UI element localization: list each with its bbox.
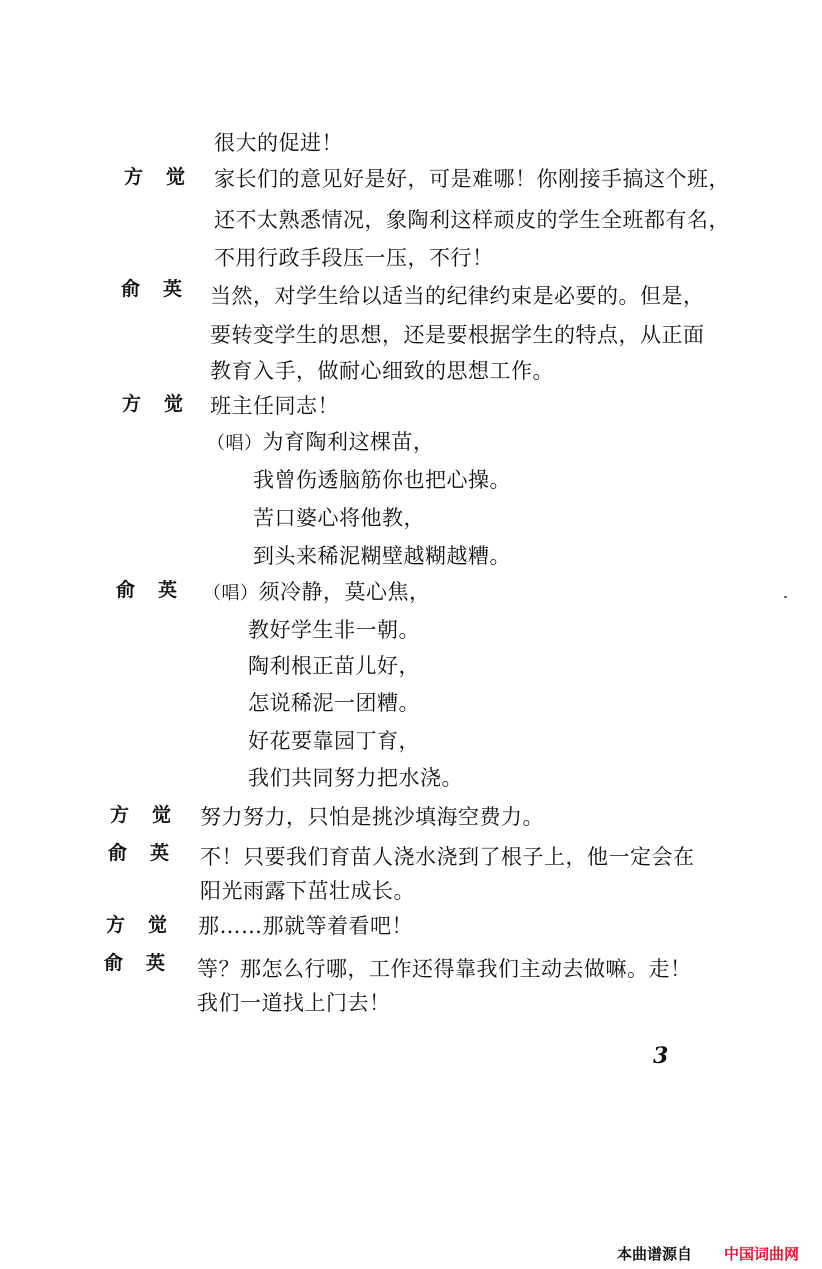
scan-speck bbox=[784, 596, 787, 598]
speaker-char: 英 bbox=[150, 842, 170, 864]
dialogue-line: 努力努力，只怕是挑沙填海空费力。 bbox=[200, 805, 544, 829]
sung-line: 好花要靠园丁育， bbox=[248, 729, 420, 753]
sung-line: 我曾伤透脑筋你也把心操。 bbox=[253, 468, 511, 492]
sung-line: 陶利根正苗儿好， bbox=[248, 654, 420, 678]
dialogue-line: 那……那就等着看吧！ bbox=[198, 914, 413, 938]
speaker-char: 英 bbox=[146, 952, 166, 974]
sing-tag: （唱） bbox=[203, 583, 259, 604]
speaker-char: 方 bbox=[122, 393, 142, 415]
speaker-char: 俞 bbox=[108, 842, 128, 864]
dialogue-line: 阳光雨露下茁壮成长。 bbox=[200, 879, 415, 903]
sung-line: 怎说稀泥一团糟。 bbox=[248, 691, 420, 715]
speaker-name bbox=[106, 912, 167, 938]
sing-tag: （唱） bbox=[207, 433, 263, 454]
footer-site-link[interactable]: 中国词曲网 bbox=[724, 1245, 800, 1263]
dialogue-line: 要转变学生的思想，还是要根据学生的特点，从正面 bbox=[210, 323, 705, 347]
sung-line: 我们共同努力把水浇。 bbox=[248, 766, 463, 790]
dialogue-line: 很大的促进！ bbox=[214, 131, 343, 155]
speaker-name bbox=[122, 391, 183, 417]
lyric-text: 须冷静，莫心焦， bbox=[258, 580, 431, 604]
speaker-char: 英 bbox=[163, 278, 183, 300]
speaker-char: 方 bbox=[106, 914, 126, 936]
speaker-char: 觉 bbox=[148, 914, 168, 936]
speaker-name bbox=[108, 840, 169, 866]
dialogue-line: 等？那怎么行哪，工作还得靠我们主动去做嘛。走！ bbox=[197, 957, 692, 981]
sung-line bbox=[207, 429, 435, 457]
sung-line: 到头来稀泥糊壁越糊越糟。 bbox=[253, 544, 511, 568]
speaker-name bbox=[121, 276, 182, 302]
dialogue-line: 不用行政手段压一压，不行！ bbox=[214, 246, 494, 270]
speaker-char: 觉 bbox=[166, 166, 186, 188]
speaker-char: 方 bbox=[110, 804, 130, 826]
dialogue-line: 还不太熟悉情况，象陶利这样顽皮的学生全班都有名， bbox=[214, 208, 730, 232]
dialogue-line: 不！只要我们育苗人浇水浇到了根子上，他一定会在 bbox=[200, 845, 695, 869]
lyric-text: 为育陶利这棵苗， bbox=[262, 430, 435, 454]
dialogue-line: 当然，对学生给以适当的纪律约束是必要的。但是， bbox=[210, 284, 705, 308]
speaker-name bbox=[104, 950, 165, 976]
dialogue-line: 我们一道找上门去！ bbox=[197, 991, 391, 1015]
dialogue-line: 家长们的意见好是好，可是难哪！你刚接手搞这个班， bbox=[214, 167, 730, 191]
sung-line: 苦口婆心将他教， bbox=[253, 506, 425, 530]
sung-line: 教好学生非一朝。 bbox=[248, 618, 420, 642]
speaker-char: 觉 bbox=[164, 393, 184, 415]
page-number: 3 bbox=[653, 1043, 669, 1069]
dialogue-line: 班主任同志！ bbox=[210, 394, 339, 418]
speaker-char: 觉 bbox=[152, 804, 172, 826]
speaker-name bbox=[110, 802, 171, 828]
speaker-name bbox=[124, 164, 185, 190]
sung-line bbox=[203, 579, 431, 607]
speaker-char: 俞 bbox=[116, 579, 136, 601]
speaker-char: 俞 bbox=[121, 278, 141, 300]
footer-source-label: 本曲谱源自 bbox=[617, 1245, 693, 1263]
speaker-char: 方 bbox=[124, 166, 144, 188]
dialogue-line: 教育入手，做耐心细致的思想工作。 bbox=[210, 359, 554, 383]
speaker-name bbox=[116, 577, 177, 603]
speaker-char: 英 bbox=[158, 579, 178, 601]
speaker-char: 俞 bbox=[104, 952, 124, 974]
